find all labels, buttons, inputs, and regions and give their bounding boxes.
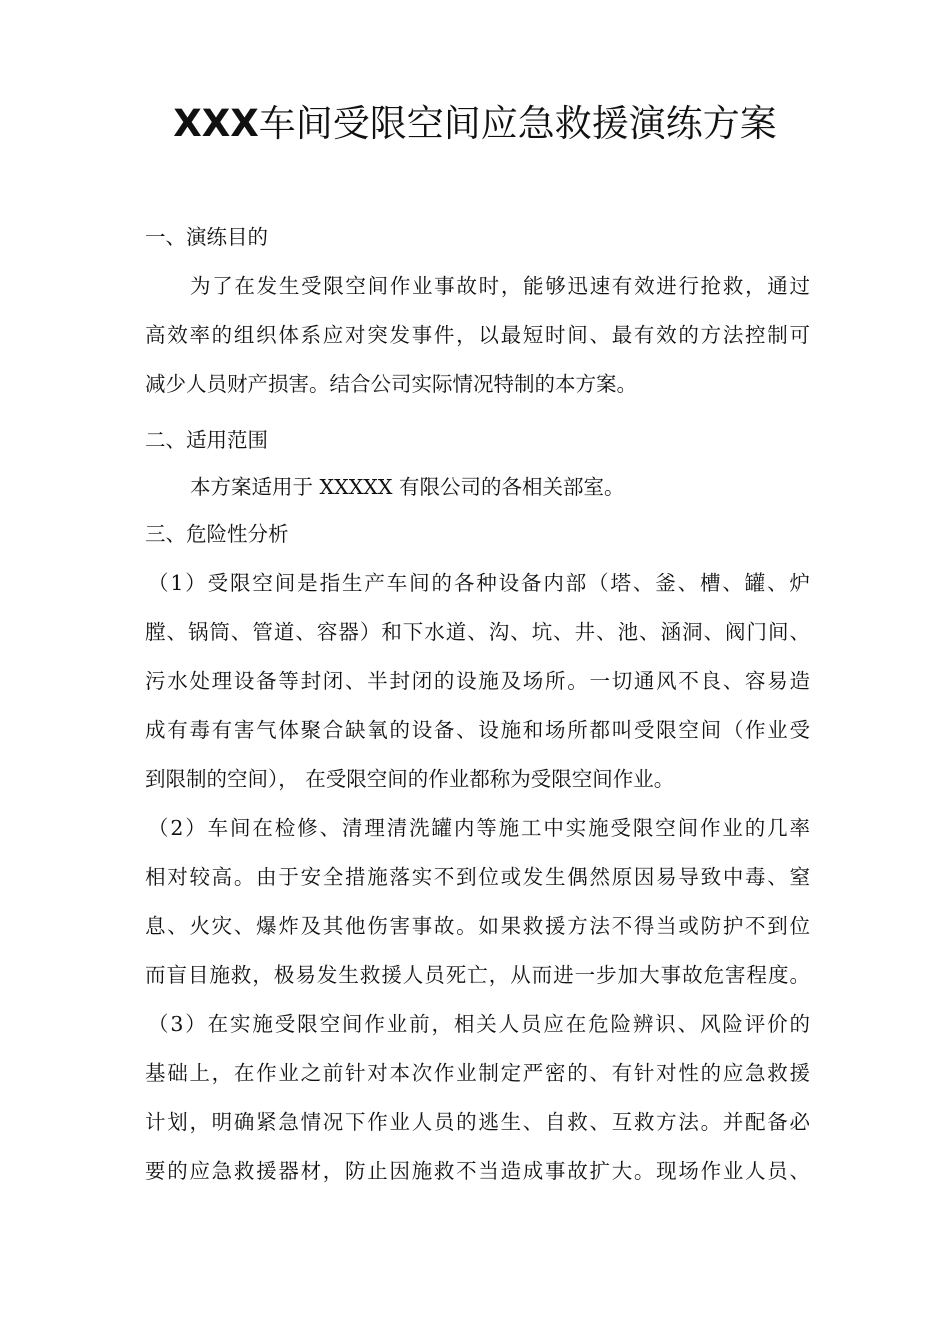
title-text: 车间受限空间应急救援演练方案 [258, 102, 777, 145]
paragraph-line: 而盲目施救，极易发生救援人员死亡，从而进一步加大事故危害程度。 [145, 963, 810, 987]
paragraph-line: 本方案适用于 XXXXX 有限公司的各相关部室。 [190, 475, 625, 499]
paragraph-line: 要的应急救援器材，防止因施救不当造成事故扩大。现场作业人员、 [145, 1159, 810, 1183]
paragraph-line: 为了在发生受限空间作业事故时，能够迅速有效进行抢救，通过 [190, 274, 810, 298]
paragraph-line: 基础上，在作业之前针对本次作业制定严密的、有针对性的应急救援 [145, 1061, 810, 1085]
paragraph-line: （2）车间在检修、清理清洗罐内等施工中实施受限空间作业的几率 [148, 816, 810, 840]
section-heading-hazard-analysis: 三、危险性分析 [145, 522, 289, 546]
section-heading-purpose: 一、演练目的 [145, 225, 268, 249]
document-title [0, 98, 950, 150]
paragraph-line: 成有毒有害气体聚合缺氧的设备、设施和场所都叫受限空间（作业受 [145, 718, 810, 742]
paragraph-line: 减少人员财产损害。结合公司实际情况特制的本方案。 [145, 372, 637, 396]
paragraph-line: 到限制的空间）， 在受限空间的作业都称为受限空间作业。 [145, 767, 675, 791]
title-prefix: XXX [173, 102, 259, 145]
paragraph-line: 污水处理设备等封闭、半封闭的设施及场所。一切通风不良、容易造 [145, 669, 810, 693]
paragraph-line: 膛、锅筒、管道、容器）和下水道、沟、坑、井、池、涵洞、阀门间、 [145, 620, 810, 644]
paragraph-line: 高效率的组织体系应对突发事件，以最短时间、最有效的方法控制可 [145, 323, 810, 347]
paragraph-line: 息、火灾、爆炸及其他伤害事故。如果救援方法不得当或防护不到位 [145, 914, 810, 938]
section-heading-scope: 二、适用范围 [145, 428, 268, 452]
paragraph-line: （3）在实施受限空间作业前，相关人员应在危险辨识、风险评价的 [148, 1012, 810, 1036]
paragraph-line: 计划，明确紧急情况下作业人员的逃生、自救、互救方法。并配备必 [145, 1110, 810, 1134]
paragraph-line: 相对较高。由于安全措施落实不到位或发生偶然原因易导致中毒、窒 [145, 865, 810, 889]
paragraph-line: （1）受限空间是指生产车间的各种设备内部（塔、釜、槽、罐、炉 [148, 571, 810, 595]
